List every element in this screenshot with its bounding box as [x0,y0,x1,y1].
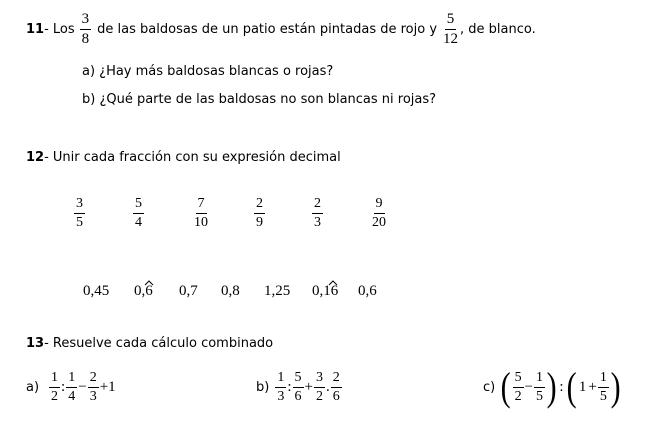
fraction-item: $\frac{3}{5}$ [76,196,83,230]
fraction: $\frac{1}{5}$ [536,369,544,404]
decimal-item-periodic: 0,16 [312,283,339,299]
statement-text: , de blanco. [460,22,536,37]
question-a: a) ¿Hay más baldosas blancas o rojas? [82,64,334,79]
open-paren-icon: ( [500,364,511,409]
question-b: b) ¿Qué parte de las baldosas no son blancas ni rojas? [82,92,437,107]
fraction: $\frac{1}{3}$ [277,369,285,404]
calculation-c: c) ( $\frac{5}{2}$ − $\frac{1}{5}$ ) : ( 1 + $\frac{1}{5}$ ) [483,364,621,409]
statement-text: de las baldosas de un patio están pintadas de rojo y [97,22,438,37]
exercise-number: 13 [26,336,45,351]
decimal-item: 0,6 [358,283,377,299]
statement-text: - Los [44,22,75,37]
exercise-12-statement [26,150,341,165]
decimal-item: 1,25 [264,283,291,299]
periodic-mark-icon [328,280,338,286]
fraction: $\frac{2}{3}$ [89,369,97,404]
exercise-number: 12 [26,150,45,165]
item-label: b) [256,379,270,395]
statement-text: - Resuelve cada cálculo combinado [44,336,274,351]
periodic-mark-icon [144,280,154,286]
exercise-number: 11 [26,22,45,37]
fraction: $\frac{1}{2}$ [51,369,59,404]
item-label: a) [26,379,40,395]
fraction-item: $\frac{2}{3}$ [314,196,321,230]
fraction: $\frac{1}{5}$ [599,369,607,404]
decimal-item: 0,8 [221,283,240,299]
exercise-13-statement [26,336,273,351]
close-paren-icon: ) [610,364,621,409]
fraction-item: $\frac{5}{4}$ [135,196,142,230]
decimal-item: 0,45 [83,283,110,299]
calculation-b: b) $\frac{1}{3}$ : $\frac{5}{6}$ + $\frac{3}{2}$ . $\frac{2}{6}$ [256,369,340,404]
fraction-item: $\frac{9}{20}$ [372,196,386,230]
fraction: $\frac{5}{6}$ [294,369,302,404]
fraction: $\frac{5}{2}$ [514,369,522,404]
fraction: $\frac{2}{6}$ [332,369,340,404]
statement-text: - Unir cada fracción con su expresión decimal [44,150,341,165]
fraction: $\frac{5}{12}$ [443,11,459,47]
open-paren-icon: ( [566,364,577,409]
close-paren-icon: ) [546,364,557,409]
fraction: $\frac{3}{8}$ [81,11,90,47]
fraction-item: $\frac{2}{9}$ [256,196,263,230]
fraction-item: $\frac{7}{10}$ [194,196,208,230]
decimal-item: 0,7 [179,283,198,299]
decimal-item-periodic: 0,6 [134,283,153,299]
item-label: c) [483,379,496,395]
exercise-11-statement [26,12,536,47]
calculation-a: a) $\frac{1}{2}$ : $\frac{1}{4}$ − $\frac{2}{3}$ +1 [26,369,116,404]
fraction: $\frac{3}{2}$ [315,369,323,404]
fraction: $\frac{1}{4}$ [68,369,76,404]
